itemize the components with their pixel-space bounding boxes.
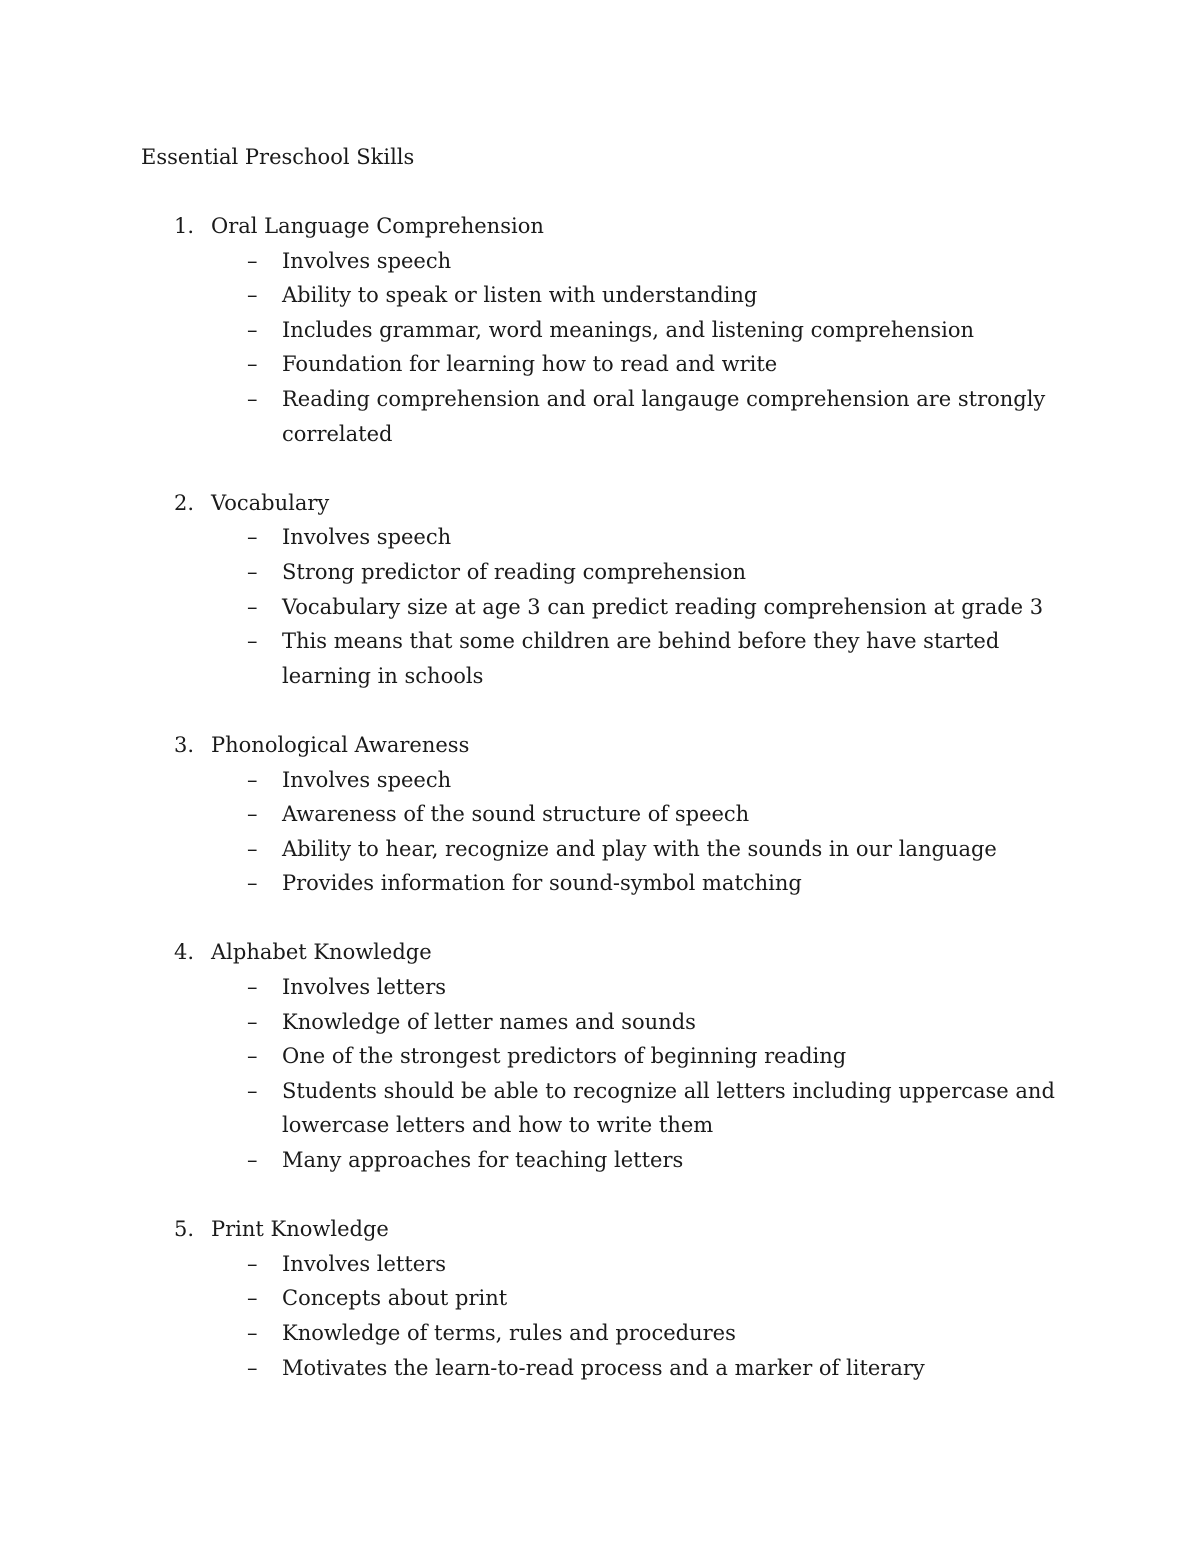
list-item: [0, 313, 1072, 348]
dash-bullet: –: [247, 1148, 258, 1173]
section-points: [0, 520, 1200, 693]
dash-bullet: –: [247, 386, 258, 411]
point-text: Knowledge of terms, rules and procedures: [282, 1321, 736, 1345]
point-text: Involves letters: [282, 1251, 447, 1276]
point-text: Concepts about print: [282, 1286, 508, 1311]
list-item: [0, 866, 1072, 901]
section-vocabulary: [0, 486, 1200, 694]
dash-bullet: –: [247, 525, 258, 550]
list-item: [0, 832, 1072, 867]
point-text: One of the strongest predictors of beginning reading: [282, 1044, 847, 1069]
point-text: Involves speech: [282, 767, 452, 792]
list-item: [0, 1143, 1072, 1178]
list-item: [0, 1005, 1072, 1040]
list-item: [0, 763, 1072, 798]
point-text: Ability to speak or listen with understanding: [282, 283, 758, 308]
section-print-knowledge: [0, 1212, 1200, 1385]
point-text: Vocabulary size at age 3 can predict reading comprehension at grade 3: [282, 594, 1044, 619]
list-item: [0, 797, 1072, 832]
point-text: Includes grammar, word meanings, and listening comprehension: [282, 317, 975, 342]
point-text: Foundation for learning how to read and write: [282, 352, 778, 377]
dash-bullet: –: [247, 629, 258, 654]
point-text: Involves letters: [282, 975, 447, 1000]
section-phonological-awareness: [0, 728, 1200, 901]
list-item: [0, 624, 1072, 693]
dash-bullet: –: [247, 1251, 258, 1276]
list-item: [0, 278, 1072, 313]
section-number: 1.: [174, 214, 195, 238]
list-item: [0, 590, 1072, 625]
point-text: Reading comprehension and oral langauge comprehension are strongly correlated: [282, 386, 1046, 446]
section-oral-language: [0, 209, 1200, 451]
section-points: [0, 763, 1200, 901]
list-item: [0, 1247, 1072, 1282]
section-number: 3.: [174, 732, 195, 757]
dash-bullet: –: [247, 1355, 258, 1380]
dash-bullet: –: [247, 1321, 258, 1345]
dash-bullet: –: [247, 283, 258, 308]
dash-bullet: –: [247, 1009, 258, 1034]
dash-bullet: –: [247, 1044, 258, 1069]
section-title: Vocabulary: [211, 490, 330, 515]
point-text: Awareness of the sound structure of speech: [282, 802, 750, 827]
section-title: Phonological Awareness: [211, 732, 470, 757]
list-item: [0, 382, 1072, 451]
point-text: Knowledge of letter names and sounds: [282, 1009, 696, 1034]
list-item: [0, 970, 1072, 1005]
section-title: Oral Language Comprehension: [211, 214, 544, 238]
list-item: [0, 1316, 1072, 1351]
list-item: [0, 244, 1072, 279]
dash-bullet: –: [247, 594, 258, 619]
section-heading: [0, 1212, 1200, 1247]
dash-bullet: –: [247, 871, 258, 896]
section-alphabet-knowledge: [0, 935, 1200, 1177]
dash-bullet: –: [247, 559, 258, 584]
section-heading: [0, 728, 1200, 763]
point-text: Involves speech: [282, 248, 452, 273]
point-text: This means that some children are behind before they have started learning in schools: [282, 629, 1000, 688]
dash-bullet: –: [247, 317, 258, 342]
list-item: [0, 1039, 1072, 1074]
point-text: Provides information for sound-symbol matching: [282, 871, 802, 896]
list-item: [0, 555, 1072, 590]
section-number: 5.: [174, 1217, 195, 1242]
dash-bullet: –: [247, 1078, 258, 1103]
dash-bullet: –: [247, 836, 258, 861]
section-heading: [0, 209, 1200, 244]
point-text: Involves speech: [282, 525, 452, 550]
section-points: [0, 244, 1200, 452]
document-title: Essential Preschool Skills: [141, 145, 415, 169]
dash-bullet: –: [247, 352, 258, 377]
list-item: [0, 1351, 1072, 1386]
list-item: [0, 520, 1072, 555]
dash-bullet: –: [247, 1286, 258, 1311]
list-item: [0, 1074, 1072, 1143]
section-heading: [0, 935, 1200, 970]
point-text: Students should be able to recognize all letters including uppercase and lowercase letters and how to write them: [282, 1078, 1055, 1138]
section-points: [0, 970, 1200, 1178]
section-number: 4.: [174, 940, 195, 965]
point-text: Motivates the learn-to-read process and a marker of literary: [282, 1355, 925, 1380]
dash-bullet: –: [247, 802, 258, 827]
point-text: Ability to hear, recognize and play with the sounds in our language: [282, 836, 997, 861]
section-title: Print Knowledge: [211, 1217, 389, 1242]
dash-bullet: –: [247, 975, 258, 1000]
point-text: Many approaches for teaching letters: [282, 1148, 684, 1173]
dash-bullet: –: [247, 767, 258, 792]
section-heading: [0, 486, 1200, 521]
list-item: [0, 1281, 1072, 1316]
dash-bullet: –: [247, 248, 258, 273]
skills-list: [0, 209, 1200, 1420]
section-number: 2.: [174, 490, 195, 515]
list-item: [0, 347, 1072, 382]
section-points: [0, 1247, 1200, 1385]
section-title: Alphabet Knowledge: [211, 940, 432, 965]
point-text: Strong predictor of reading comprehension: [282, 559, 747, 584]
